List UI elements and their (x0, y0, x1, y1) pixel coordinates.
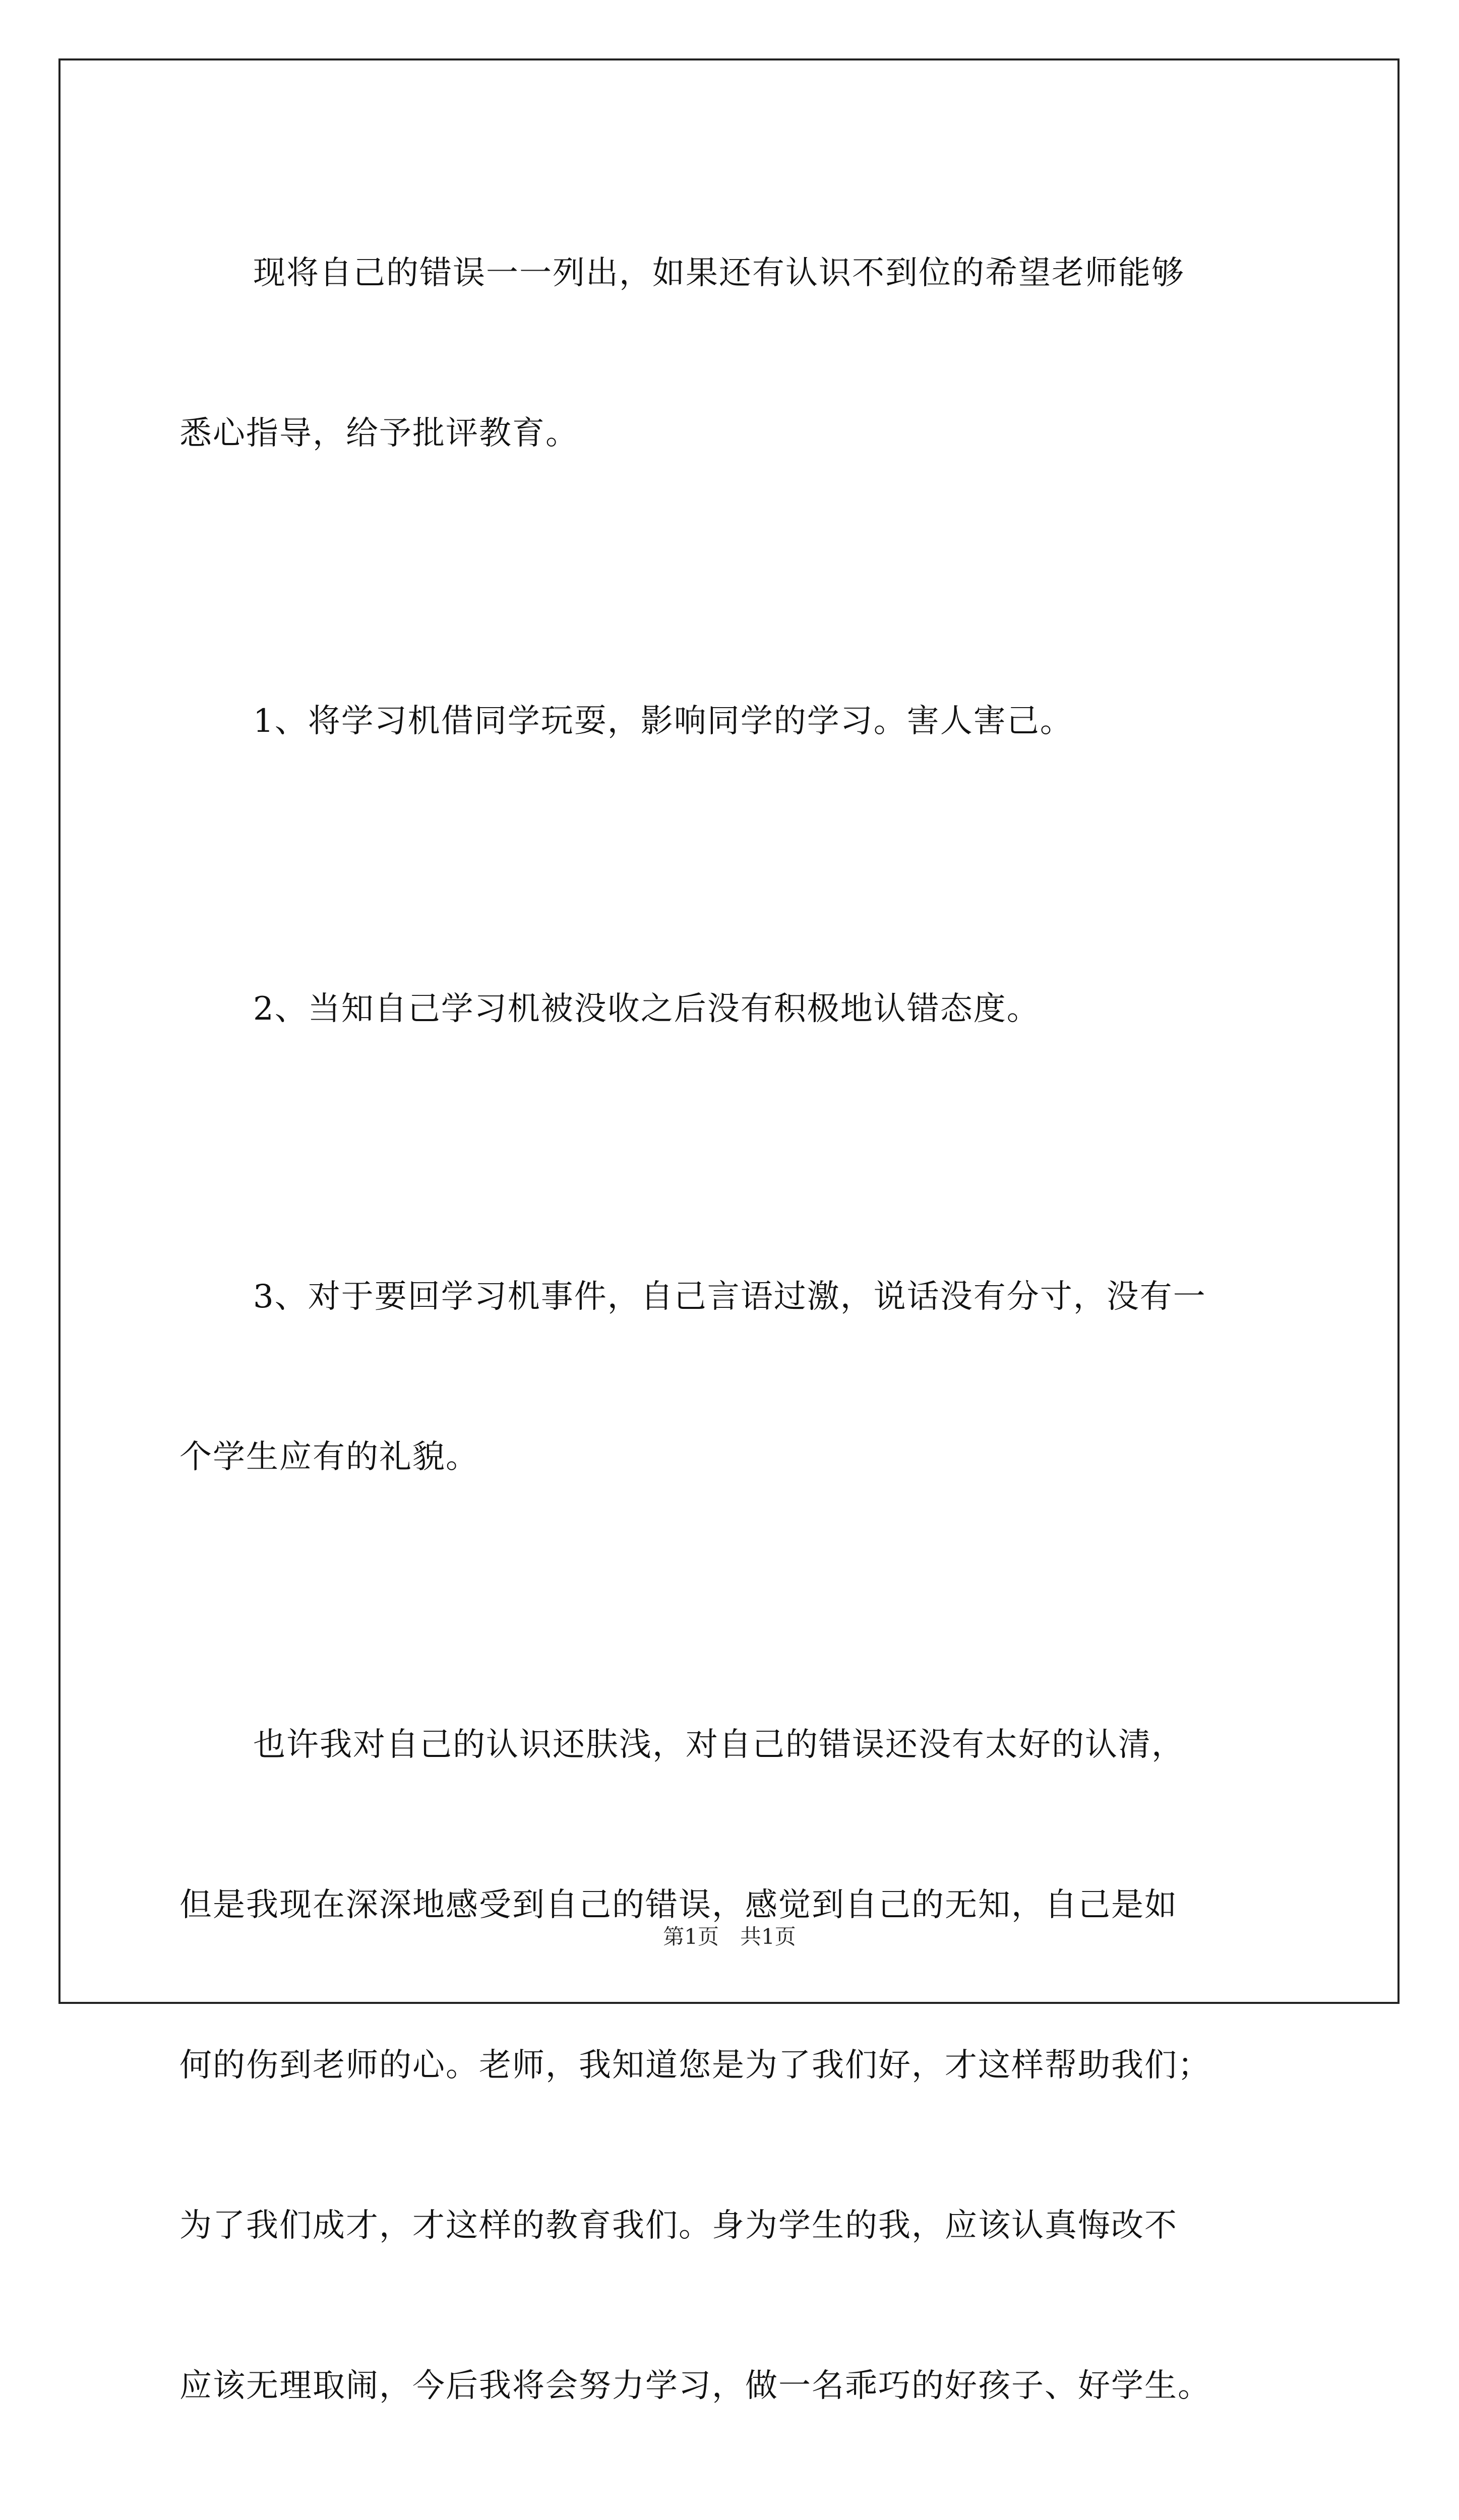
text-line: 个学生应有的礼貌。 (179, 1438, 479, 1476)
document-body (179, 193, 1279, 2520)
page-number-footer: 第1页 共1页 (663, 1924, 796, 1949)
text-line: 悉心指导，给予批评教育。 (179, 415, 579, 452)
text-line: 应该无理取闹，今后我将会努力学习，做一名乖巧的好孩子、好学生。 (179, 2367, 1211, 2405)
paragraph-item-3 (179, 1216, 1279, 1601)
text-line: 但是我现在深深地感受到自己的错误，感觉到自己的无知，自己是如 (179, 1886, 1178, 1924)
text-line: 何的伤到老师的心。老师，我知道您是为了我们好，才这样帮助我们； (179, 2047, 1211, 2084)
paragraph-reflection (179, 1664, 1279, 2520)
paragraph-item-1 (179, 641, 1279, 865)
text-line: 为了我们成才，才这样的教育我们。身为学生的我，应该认真悔改不 (179, 2207, 1178, 2244)
paragraph-item-2 (179, 928, 1279, 1153)
paragraph-intro (179, 193, 1279, 578)
text-line: 2、当知自己学习机被没收之后没有积极地认错态度。 (253, 990, 1040, 1028)
text-line: 现将自己的错误一一列出，如果还有认识不到位的希望老师能够 (253, 255, 1185, 292)
text-line: 1、将学习机借同学玩耍，影响同学的学习。害人害己。 (253, 703, 1073, 740)
text-line: 也许我对自己的认识还肤浅，对自己的错误还没有太好的认清， (253, 1726, 1185, 1763)
text-line: 3、对于要回学习机事件，自己言语过激，说话没有分寸，没有一 (253, 1278, 1206, 1315)
